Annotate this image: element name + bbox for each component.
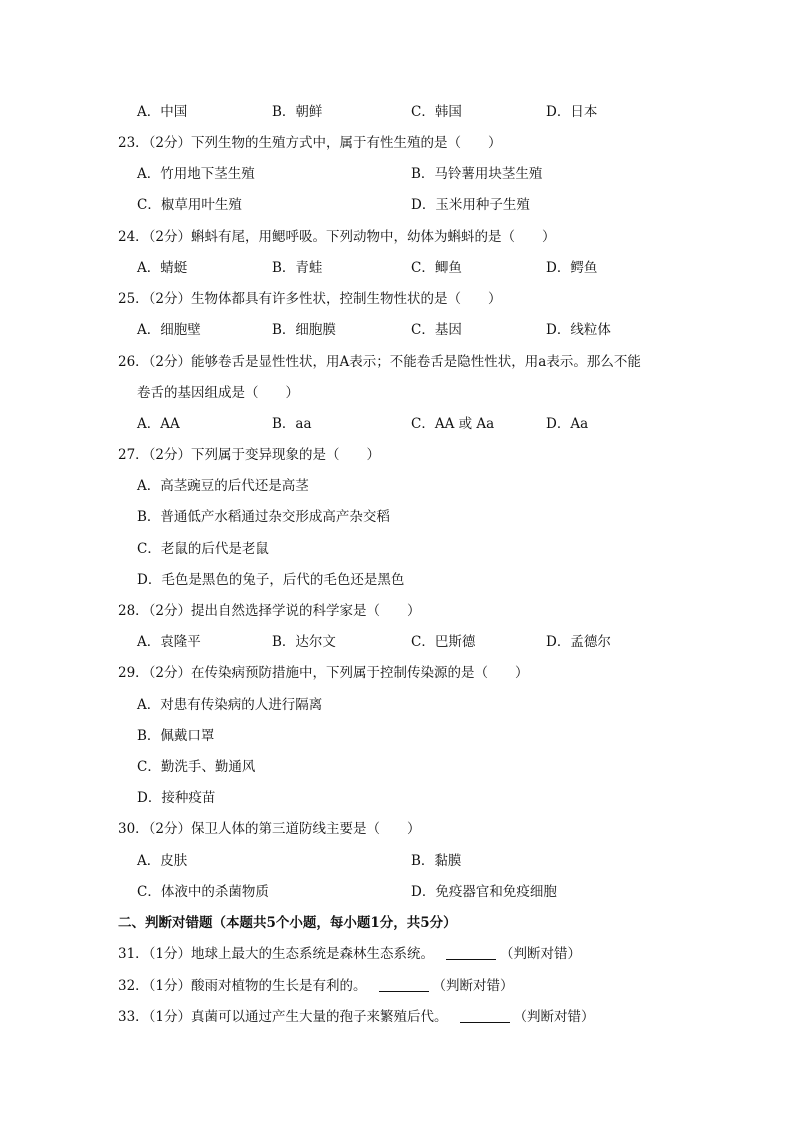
q24-option-d: D．鳄鱼 bbox=[546, 260, 598, 276]
q22-option-c: C．韩国 bbox=[411, 104, 462, 120]
q32-stem: 32．（1分）酸雨对植物的生长是有利的。 bbox=[118, 978, 367, 994]
q23-option-d: D．玉米用种子生殖 bbox=[411, 197, 530, 213]
q27-option-d: D．毛色是黑色的兔子，后代的毛色还是黑色 bbox=[137, 572, 405, 588]
q23-option-a: A．竹用地下茎生殖 bbox=[137, 166, 255, 182]
q31-suffix: （判断对错） bbox=[500, 946, 582, 962]
q24-option-c: C．鲫鱼 bbox=[411, 260, 462, 276]
q22-option-a: A．中国 bbox=[137, 104, 188, 120]
q28-option-c: C．巴斯德 bbox=[411, 634, 476, 650]
q25-stem: 25．（2分）生物体都具有许多性状，控制生物性状的是（ ） bbox=[118, 291, 502, 307]
q26-option-b: B．aa bbox=[272, 416, 312, 432]
q25-option-d: D．线粒体 bbox=[546, 322, 611, 338]
q31-stem: 31．（1分）地球上最大的生态系统是森林生态系统。 bbox=[118, 946, 435, 962]
q27-option-a: A．高茎豌豆的后代还是高茎 bbox=[137, 478, 309, 494]
q25-option-c: C．基因 bbox=[411, 322, 462, 338]
q26-option-c: C．AA 或 Aa bbox=[411, 416, 495, 432]
q32 bbox=[118, 976, 514, 996]
q22-option-d: D．日本 bbox=[546, 104, 598, 120]
section-2-title: 二、判断对错题（本题共5个小题，每小题1分，共5分） bbox=[118, 915, 457, 931]
q33 bbox=[118, 1007, 595, 1027]
q26-stem-line2: 卷舌的基因组成是（ ） bbox=[137, 385, 299, 401]
q33-stem: 33．（1分）真菌可以通过产生大量的孢子来繁殖后代。 bbox=[118, 1009, 448, 1025]
q33-answer-blank[interactable] bbox=[460, 1008, 510, 1023]
q26-option-d: D．Aa bbox=[546, 416, 589, 432]
q23-option-c: C．椒草用叶生殖 bbox=[137, 197, 242, 213]
q29-option-b: B．佩戴口罩 bbox=[137, 728, 215, 744]
q24-option-a: A．蜻蜓 bbox=[137, 260, 188, 276]
q29-option-c: C．勤洗手、勤通风 bbox=[137, 759, 256, 775]
q30-option-c: C．体液中的杀菌物质 bbox=[137, 884, 269, 900]
q26-option-a: A．AA bbox=[137, 416, 180, 432]
q27-option-c: C．老鼠的后代是老鼠 bbox=[137, 541, 269, 557]
q31-answer-blank[interactable] bbox=[446, 945, 496, 960]
q25-option-a: A．细胞壁 bbox=[137, 322, 201, 338]
q28-stem: 28．（2分）提出自然选择学说的科学家是（ ） bbox=[118, 603, 421, 619]
q28-option-a: A．袁隆平 bbox=[137, 634, 201, 650]
q24-stem: 24．（2分）蝌蚪有尾，用鳃呼吸。下列动物中，幼体为蝌蚪的是（ ） bbox=[118, 229, 556, 245]
q30-stem: 30．（2分）保卫人体的第三道防线主要是（ ） bbox=[118, 821, 421, 837]
q31 bbox=[118, 944, 581, 964]
q29-option-a: A．对患有传染病的人进行隔离 bbox=[137, 697, 323, 713]
q24-option-b: B．青蛙 bbox=[272, 260, 323, 276]
q23-option-b: B．马铃薯用块茎生殖 bbox=[411, 166, 543, 182]
q28-option-b: B．达尔文 bbox=[272, 634, 336, 650]
q23-stem: 23．（2分）下列生物的生殖方式中，属于有性生殖的是（ ） bbox=[118, 135, 502, 151]
q25-option-b: B．细胞膜 bbox=[272, 322, 336, 338]
q32-suffix: （判断对错） bbox=[432, 978, 514, 994]
q30-option-b: B．黏膜 bbox=[411, 853, 462, 869]
q26-stem-line1: 26．（2分）能够卷舌是显性性状，用A表示；不能卷舌是隐性性状，用a表示。那么不能 bbox=[118, 354, 641, 370]
q29-option-d: D．接种疫苗 bbox=[137, 790, 216, 806]
q33-suffix: （判断对错） bbox=[513, 1009, 595, 1025]
q30-option-d: D．免疫器官和免疫细胞 bbox=[411, 884, 557, 900]
q32-answer-blank[interactable] bbox=[379, 977, 429, 992]
q28-option-d: D．孟德尔 bbox=[546, 634, 611, 650]
q29-stem: 29．（2分）在传染病预防措施中，下列属于控制传染源的是（ ） bbox=[118, 665, 529, 681]
q30-option-a: A．皮肤 bbox=[137, 853, 188, 869]
q22-option-b: B．朝鲜 bbox=[272, 104, 323, 120]
q27-stem: 27．（2分）下列属于变异现象的是（ ） bbox=[118, 447, 381, 463]
q27-option-b: B．普通低产水稻通过杂交形成高产杂交稻 bbox=[137, 509, 390, 525]
